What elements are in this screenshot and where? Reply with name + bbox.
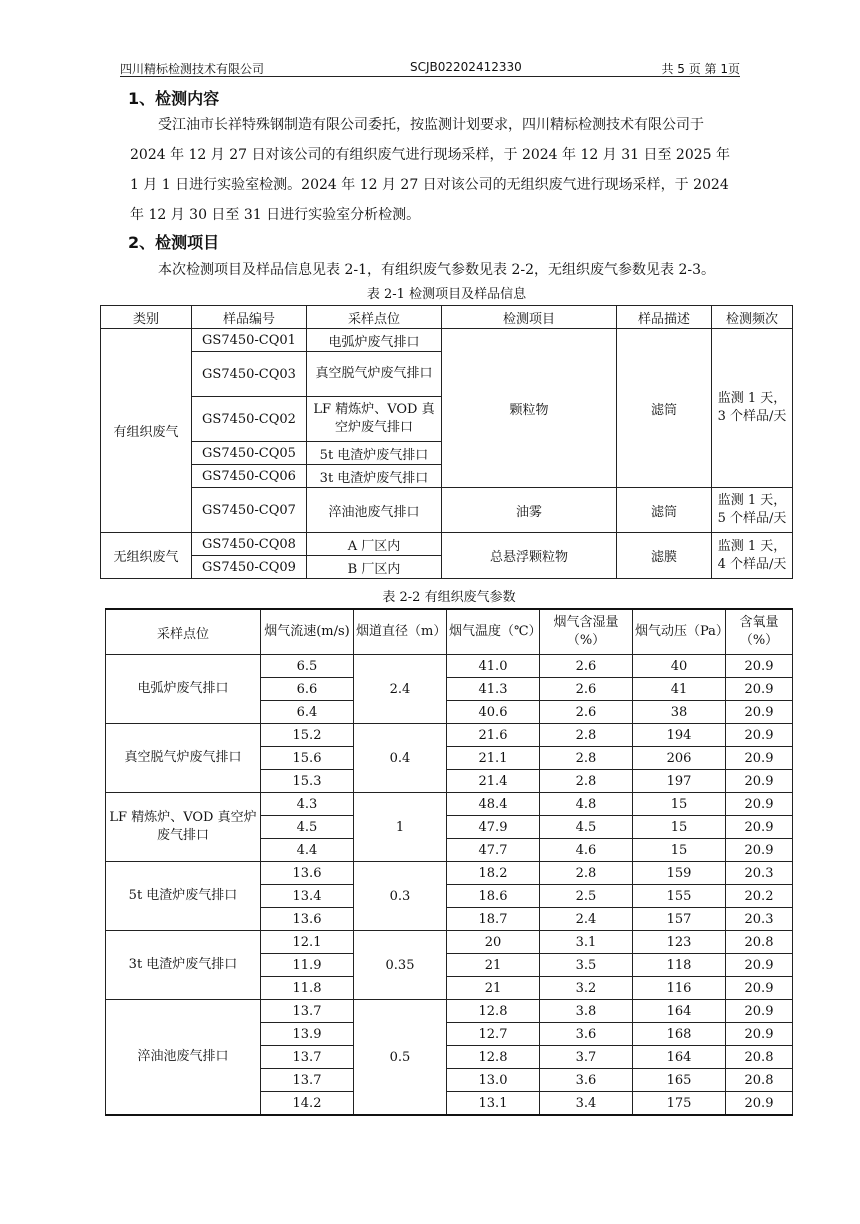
sample-point: 淬油池废气排口: [307, 488, 442, 533]
flow-velocity: 4.4: [261, 839, 354, 862]
oxygen-content: 20.9: [726, 977, 793, 1000]
oxygen-content: 20.9: [726, 954, 793, 977]
moisture-content: 2.8: [540, 770, 633, 793]
dynamic-pressure: 194: [633, 724, 726, 747]
header-cell: 采样点位: [307, 306, 442, 329]
duct-diameter: 0.4: [354, 724, 447, 793]
oxygen-content: 20.9: [726, 655, 793, 678]
dynamic-pressure: 206: [633, 747, 726, 770]
page-header: [120, 58, 740, 77]
sampling-point: 淬油池废气排口: [106, 1000, 261, 1116]
moisture-content: 2.8: [540, 724, 633, 747]
header-cell: 烟气含湿量（%）: [540, 609, 633, 655]
test-item: 油雾: [442, 488, 617, 533]
flow-velocity: 13.4: [261, 885, 354, 908]
page-info: 共 5 页 第 1页: [661, 62, 740, 76]
oxygen-content: 20.2: [726, 885, 793, 908]
sample-point: B 厂区内: [307, 556, 442, 579]
table-row: [101, 533, 793, 556]
gas-temperature: 47.9: [447, 816, 540, 839]
sample-point: 电弧炉废气排口: [307, 329, 442, 352]
gas-temperature: 21: [447, 977, 540, 1000]
table-row: [106, 724, 793, 747]
moisture-content: 4.6: [540, 839, 633, 862]
moisture-content: 3.7: [540, 1046, 633, 1069]
moisture-content: 3.6: [540, 1023, 633, 1046]
test-frequency: 监测 1 天，4 个样品/天: [712, 533, 793, 579]
sampling-point: 3t 电渣炉废气排口: [106, 931, 261, 1000]
sampling-point: LF 精炼炉、VOD 真空炉废气排口: [106, 793, 261, 862]
dynamic-pressure: 164: [633, 1046, 726, 1069]
moisture-content: 3.6: [540, 1069, 633, 1092]
table-row: [106, 793, 793, 816]
sample-id: GS7450-CQ08: [192, 533, 307, 556]
sampling-point: 真空脱气炉废气排口: [106, 724, 261, 793]
sample-id: GS7450-CQ06: [192, 465, 307, 488]
moisture-content: 2.6: [540, 701, 633, 724]
moisture-content: 2.5: [540, 885, 633, 908]
dynamic-pressure: 157: [633, 908, 726, 931]
oxygen-content: 20.9: [726, 747, 793, 770]
table-row: [106, 862, 793, 885]
moisture-content: 2.6: [540, 678, 633, 701]
flow-velocity: 13.9: [261, 1023, 354, 1046]
gas-temperature: 41.3: [447, 678, 540, 701]
flow-velocity: 13.7: [261, 1000, 354, 1023]
test-item: 总悬浮颗粒物: [442, 533, 617, 579]
flow-velocity: 12.1: [261, 931, 354, 954]
oxygen-content: 20.9: [726, 724, 793, 747]
gas-temperature: 18.7: [447, 908, 540, 931]
flow-velocity: 15.3: [261, 770, 354, 793]
duct-diameter: 0.5: [354, 1000, 447, 1116]
flow-velocity: 15.6: [261, 747, 354, 770]
oxygen-content: 20.9: [726, 1000, 793, 1023]
header-cell: 烟气流速(m/s): [261, 609, 354, 655]
oxygen-content: 20.3: [726, 908, 793, 931]
gas-temperature: 13.1: [447, 1092, 540, 1116]
sample-desc: 滤筒: [617, 329, 712, 488]
sampling-point: 电弧炉废气排口: [106, 655, 261, 724]
sample-point: 真空脱气炉废气排口: [307, 352, 442, 397]
dynamic-pressure: 118: [633, 954, 726, 977]
flow-velocity: 6.5: [261, 655, 354, 678]
gas-temperature: 48.4: [447, 793, 540, 816]
flow-velocity: 13.7: [261, 1069, 354, 1092]
flow-velocity: 15.2: [261, 724, 354, 747]
moisture-content: 2.6: [540, 655, 633, 678]
section-1-title: 1、检测内容: [128, 89, 220, 108]
gas-temperature: 13.0: [447, 1069, 540, 1092]
header-cell: 检测项目: [442, 306, 617, 329]
header-cell: 烟气温度（℃）: [447, 609, 540, 655]
header-cell: 样品描述: [617, 306, 712, 329]
table-header-row: [101, 306, 793, 329]
oxygen-content: 20.9: [726, 770, 793, 793]
sample-point: LF 精炼炉、VOD 真空炉废气排口: [307, 397, 442, 442]
section-2-note: 本次检测项目及样品信息见表 2-1，有组织废气参数见表 2-2，无组织废气参数见表 2-3。: [158, 262, 715, 278]
table-row: [106, 931, 793, 954]
report-number: SCJB02202412330: [410, 60, 522, 74]
organized-gas-params-table: [105, 608, 793, 1116]
section-1-paragraph: [130, 110, 730, 230]
duct-diameter: 2.4: [354, 655, 447, 724]
table-header-row: [106, 609, 793, 655]
moisture-content: 2.8: [540, 862, 633, 885]
dynamic-pressure: 38: [633, 701, 726, 724]
dynamic-pressure: 15: [633, 793, 726, 816]
dynamic-pressure: 15: [633, 816, 726, 839]
section-2-title: 2、检测项目: [128, 233, 220, 252]
table-row: [101, 488, 793, 533]
gas-temperature: 40.6: [447, 701, 540, 724]
moisture-content: 3.2: [540, 977, 633, 1000]
moisture-content: 2.8: [540, 747, 633, 770]
gas-temperature: 21.4: [447, 770, 540, 793]
gas-temperature: 21.1: [447, 747, 540, 770]
dynamic-pressure: 168: [633, 1023, 726, 1046]
moisture-content: 2.4: [540, 908, 633, 931]
sample-id: GS7450-CQ02: [192, 397, 307, 442]
oxygen-content: 20.9: [726, 839, 793, 862]
oxygen-content: 20.9: [726, 793, 793, 816]
duct-diameter: 0.3: [354, 862, 447, 931]
duct-diameter: 0.35: [354, 931, 447, 1000]
gas-temperature: 47.7: [447, 839, 540, 862]
header-cell: 烟道直径（m）: [354, 609, 447, 655]
moisture-content: 3.8: [540, 1000, 633, 1023]
flow-velocity: 11.9: [261, 954, 354, 977]
gas-temperature: 18.2: [447, 862, 540, 885]
oxygen-content: 20.9: [726, 816, 793, 839]
table-row: [101, 329, 793, 352]
flow-velocity: 11.8: [261, 977, 354, 1000]
gas-temperature: 21: [447, 954, 540, 977]
moisture-content: 3.5: [540, 954, 633, 977]
flow-velocity: 6.4: [261, 701, 354, 724]
dynamic-pressure: 116: [633, 977, 726, 1000]
flow-velocity: 13.7: [261, 1046, 354, 1069]
test-item: 颗粒物: [442, 329, 617, 488]
moisture-content: 4.8: [540, 793, 633, 816]
sample-point: 3t 电渣炉废气排口: [307, 465, 442, 488]
category-cell: 有组织废气: [101, 329, 192, 533]
sample-id: GS7450-CQ07: [192, 488, 307, 533]
test-frequency: 监测 1 天，3 个样品/天: [712, 329, 793, 488]
flow-velocity: 13.6: [261, 862, 354, 885]
sample-desc: 滤膜: [617, 533, 712, 579]
gas-temperature: 18.6: [447, 885, 540, 908]
gas-temperature: 12.8: [447, 1046, 540, 1069]
flow-velocity: 13.6: [261, 908, 354, 931]
gas-temperature: 12.7: [447, 1023, 540, 1046]
sample-info-table: [100, 305, 793, 579]
dynamic-pressure: 197: [633, 770, 726, 793]
oxygen-content: 20.8: [726, 1069, 793, 1092]
gas-temperature: 12.8: [447, 1000, 540, 1023]
header-cell: 检测频次: [712, 306, 793, 329]
sampling-point: 5t 电渣炉废气排口: [106, 862, 261, 931]
dynamic-pressure: 165: [633, 1069, 726, 1092]
dynamic-pressure: 164: [633, 1000, 726, 1023]
dynamic-pressure: 40: [633, 655, 726, 678]
oxygen-content: 20.9: [726, 678, 793, 701]
dynamic-pressure: 175: [633, 1092, 726, 1116]
table-row: [106, 1000, 793, 1023]
oxygen-content: 20.8: [726, 931, 793, 954]
sample-desc: 滤筒: [617, 488, 712, 533]
company-seal: [820, 500, 860, 580]
flow-velocity: 6.6: [261, 678, 354, 701]
sample-id: GS7450-CQ03: [192, 352, 307, 397]
section-1-text: 受江油市长祥特殊钢制造有限公司委托，按监测计划要求，四川精标检测技术有限公司于 2024 年 12 月 27 日对该公司的有组织废气进行现场采样，于 2024 年 12 月 31 日至 2025 年 1 月 1 日进行实验室检测。2024 年 12 月 27 日对该公司的无组织废气进行现场采样，于 2024 年 12 月 30 日至 31 日进行实验室分析检测。: [130, 117, 730, 223]
sample-point: 5t 电渣炉废气排口: [307, 442, 442, 465]
category-cell: 无组织废气: [101, 533, 192, 579]
sample-id: GS7450-CQ09: [192, 556, 307, 579]
header-cell: 样品编号: [192, 306, 307, 329]
oxygen-content: 20.9: [726, 1092, 793, 1116]
dynamic-pressure: 15: [633, 839, 726, 862]
sample-id: GS7450-CQ01: [192, 329, 307, 352]
header-cell: 采样点位: [106, 609, 261, 655]
company-name: 四川精标检测技术有限公司: [120, 62, 265, 76]
dynamic-pressure: 123: [633, 931, 726, 954]
gas-temperature: 20: [447, 931, 540, 954]
dynamic-pressure: 155: [633, 885, 726, 908]
table2-caption: 表 2-2 有组织废气参数: [382, 590, 516, 605]
gas-temperature: 41.0: [447, 655, 540, 678]
header-cell: 烟气动压（Pa）: [633, 609, 726, 655]
oxygen-content: 20.3: [726, 862, 793, 885]
flow-velocity: 4.3: [261, 793, 354, 816]
dynamic-pressure: 159: [633, 862, 726, 885]
table-row: [106, 655, 793, 678]
flow-velocity: 4.5: [261, 816, 354, 839]
oxygen-content: 20.9: [726, 701, 793, 724]
sample-point: A 厂区内: [307, 533, 442, 556]
header-cell: 类别: [101, 306, 192, 329]
test-frequency: 监测 1 天，5 个样品/天: [712, 488, 793, 533]
header-cell: 含氧量（%）: [726, 609, 793, 655]
dynamic-pressure: 41: [633, 678, 726, 701]
gas-temperature: 21.6: [447, 724, 540, 747]
oxygen-content: 20.9: [726, 1023, 793, 1046]
flow-velocity: 14.2: [261, 1092, 354, 1116]
moisture-content: 3.1: [540, 931, 633, 954]
moisture-content: 3.4: [540, 1092, 633, 1116]
duct-diameter: 1: [354, 793, 447, 862]
oxygen-content: 20.8: [726, 1046, 793, 1069]
table1-caption: 表 2-1 检测项目及样品信息: [366, 287, 527, 302]
sample-id: GS7450-CQ05: [192, 442, 307, 465]
moisture-content: 4.5: [540, 816, 633, 839]
